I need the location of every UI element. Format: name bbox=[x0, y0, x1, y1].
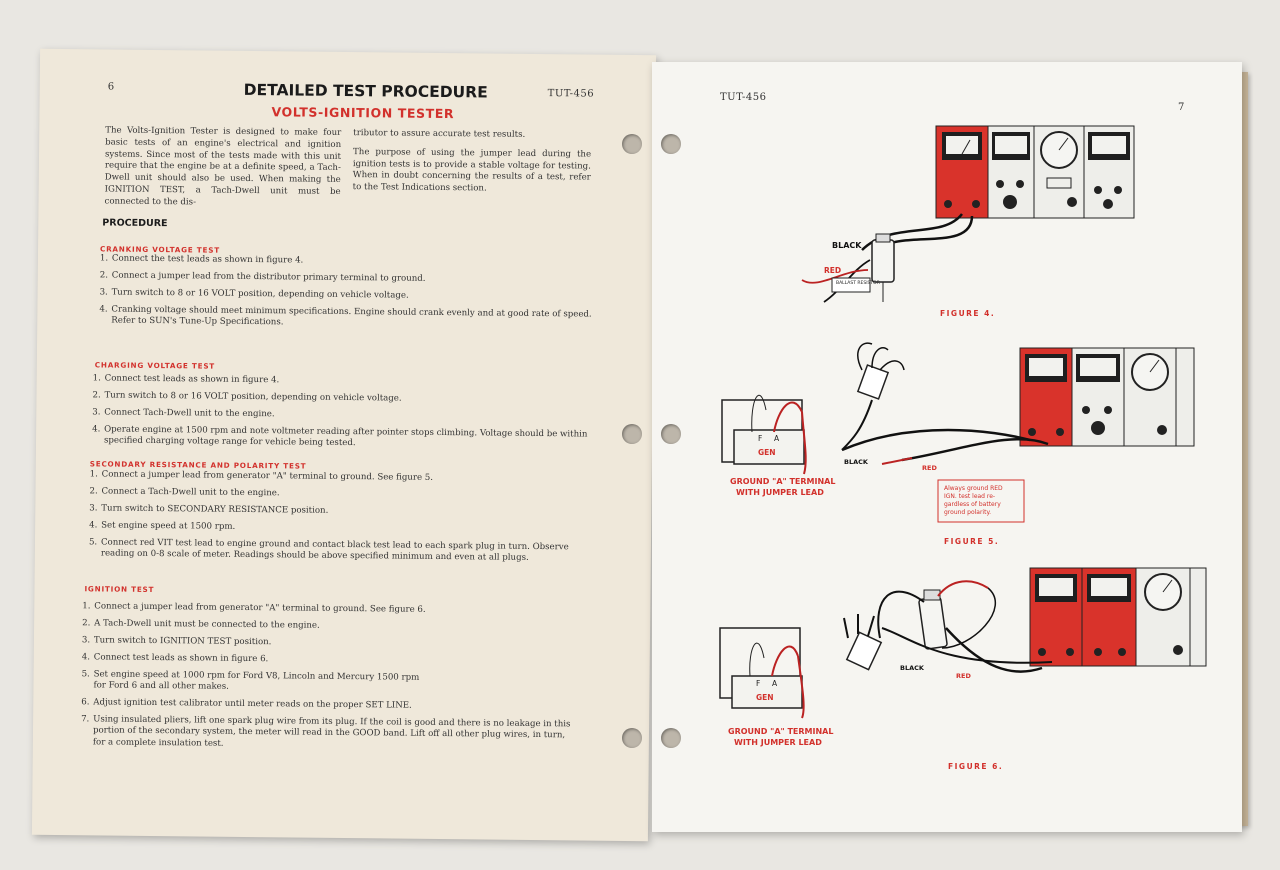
step-text: Connect Tach-Dwell unit to the engine. bbox=[104, 407, 275, 420]
figure-5-label: FIGURE 5. bbox=[944, 537, 1000, 546]
step-number: 7. bbox=[81, 714, 90, 725]
step-item bbox=[82, 601, 578, 617]
step-text: Set engine speed at 1500 rpm. bbox=[101, 520, 236, 532]
step-item bbox=[89, 503, 583, 519]
step-number: 4. bbox=[89, 520, 98, 531]
binder-hole bbox=[622, 728, 642, 748]
doc-ref-right: TUT-456 bbox=[720, 92, 767, 103]
f-terminal-label: F bbox=[758, 434, 763, 443]
procedure-heading: PROCEDURE bbox=[102, 217, 168, 230]
step-number: 2. bbox=[89, 486, 98, 497]
step-number: 5. bbox=[88, 537, 98, 548]
step-item bbox=[90, 469, 584, 485]
step-number: 5. bbox=[81, 669, 90, 680]
ignition-coil bbox=[919, 590, 948, 649]
step-text: Turn switch to IGNITION TEST position. bbox=[93, 635, 272, 648]
generator bbox=[720, 628, 804, 718]
black-test-lead bbox=[842, 400, 872, 450]
ballast-resistor-label: BALLAST RESISTOR bbox=[836, 281, 880, 286]
step-text: Connect the test leads as shown in figure 4. bbox=[111, 253, 304, 266]
step-item bbox=[89, 520, 583, 536]
section-heading-cranking: CRANKING VOLTAGE TEST bbox=[99, 244, 220, 255]
step-text: Connect a jumper lead from generator "A" terminal to ground. See figure 5. bbox=[101, 469, 434, 483]
step-item bbox=[100, 287, 600, 303]
second-test-lead bbox=[882, 216, 972, 246]
figure-5-diagram bbox=[712, 340, 1202, 530]
black-test-lead bbox=[878, 592, 924, 638]
gen-label: GEN bbox=[756, 693, 774, 702]
figure-4-diagram bbox=[772, 120, 1152, 320]
intro-column-1: The Volts-Ignition Tester is designed to make four basic tests of an engine's electrical and ignition systems. Since most of the tests made with this unit require that the engine be at a definite speed, a Tach-Dwell unit should also be used. When making the IGNITION TEST, a Tach-Dwell unit must be connected to the dis- bbox=[104, 125, 342, 208]
binder-hole bbox=[661, 728, 681, 748]
step-text: Connect red VIT test lead to engine ground and contact black test lead to each spark plug in turn. Observe reading on 0-8 scale of meter. Readings should be above specified minimum and even at all plugs. bbox=[100, 537, 569, 564]
step-item bbox=[92, 390, 592, 406]
step-number: 2. bbox=[82, 618, 91, 629]
page-number-left: 6 bbox=[107, 81, 115, 93]
binder-hole bbox=[661, 424, 681, 444]
red-test-lead bbox=[882, 458, 912, 464]
intro-paragraph-1: tributor to assure accurate test results. bbox=[353, 128, 526, 140]
ground-caption-line: WITH JUMPER LEAD bbox=[734, 738, 822, 747]
step-text: Turn switch to 8 or 16 VOLT position, depending on vehicle voltage. bbox=[111, 287, 409, 301]
red-lead-label: RED bbox=[824, 266, 842, 275]
tester-console bbox=[936, 126, 1134, 218]
step-item bbox=[82, 618, 578, 634]
tester-console bbox=[1030, 568, 1206, 666]
step-item bbox=[89, 486, 583, 502]
ignition-steps bbox=[81, 601, 579, 759]
step-number: 1. bbox=[99, 253, 109, 264]
step-item bbox=[81, 697, 577, 713]
step-item bbox=[82, 635, 578, 651]
a-terminal-label: A bbox=[772, 679, 778, 688]
page-title: DETAILED TEST PROCEDURE bbox=[243, 80, 488, 102]
step-item bbox=[93, 373, 593, 389]
step-item bbox=[100, 270, 600, 286]
figure-6-label: FIGURE 6. bbox=[948, 762, 1004, 771]
section-heading-ignition: IGNITION TEST bbox=[84, 584, 155, 595]
step-text: Connect test leads as shown in figure 4. bbox=[104, 373, 280, 386]
coil-wire bbox=[942, 588, 995, 648]
step-text: Connect a Tach-Dwell unit to the engine. bbox=[101, 486, 280, 499]
page-number-right: 7 bbox=[1178, 102, 1185, 113]
binder-hole bbox=[622, 424, 642, 444]
step-number: 6. bbox=[81, 697, 90, 708]
tester-lead bbox=[946, 628, 1042, 672]
binder-hole bbox=[622, 134, 642, 154]
figure-6-ground-caption bbox=[728, 726, 833, 748]
section-heading-charging: CHARGING VOLTAGE TEST bbox=[94, 360, 216, 371]
step-text: Set engine speed at 1000 rpm for Ford V8, Lincoln and Mercury 1500 rpm for Ford 6 and all other makes. bbox=[93, 669, 420, 693]
gen-label: GEN bbox=[758, 448, 776, 457]
ground-caption-line: GROUND "A" TERMINAL bbox=[728, 727, 834, 736]
cranking-steps bbox=[99, 253, 600, 337]
step-item bbox=[89, 537, 583, 565]
doc-ref-left: TUT-456 bbox=[547, 88, 595, 100]
f-terminal-label: F bbox=[756, 679, 761, 688]
step-text: Connect a jumper lead from generator "A" terminal to ground. See figure 6. bbox=[94, 601, 426, 615]
step-text: Connect test leads as shown in figure 6. bbox=[93, 652, 269, 665]
page-subtitle: VOLTS-IGNITION TESTER bbox=[271, 104, 455, 122]
figure-4-label: FIGURE 4. bbox=[940, 309, 996, 318]
section-heading-secondary: SECONDARY RESISTANCE AND POLARITY TEST bbox=[89, 459, 307, 471]
intro-paragraph-2: The purpose of using the jumper lead during the ignition tests is to provide a stable voltage for testing. When in doubt concerning the results of a test, refer to the Test Indications section. bbox=[352, 146, 592, 194]
right-page bbox=[652, 62, 1242, 832]
distributor bbox=[858, 343, 904, 399]
step-number: 3. bbox=[81, 635, 91, 646]
a-terminal-label: A bbox=[774, 434, 780, 443]
binder-hole bbox=[661, 134, 681, 154]
step-number: 1. bbox=[89, 469, 98, 480]
ignition-coil bbox=[872, 234, 894, 302]
step-number: 3. bbox=[92, 407, 101, 418]
step-text: Connect a jumper lead from the distributor primary terminal to ground. bbox=[111, 270, 426, 284]
left-page bbox=[32, 49, 656, 841]
step-item bbox=[92, 407, 592, 423]
step-text: Turn switch to 8 or 16 VOLT position, depending on vehicle voltage. bbox=[104, 390, 402, 404]
step-number: 4. bbox=[92, 424, 101, 435]
tester-lead bbox=[882, 628, 1052, 663]
red-test-lead bbox=[938, 581, 988, 596]
black-lead-label: BLACK bbox=[900, 664, 924, 672]
generator bbox=[722, 395, 806, 474]
black-lead-label: BLACK bbox=[832, 241, 862, 250]
step-number: 1. bbox=[92, 373, 101, 384]
step-number: 2. bbox=[99, 270, 109, 281]
step-number: 2. bbox=[92, 390, 101, 401]
red-lead-label: RED bbox=[922, 464, 937, 472]
step-item bbox=[82, 652, 578, 668]
step-item bbox=[92, 424, 592, 452]
step-text: Cranking voltage should meet minimum specifications. Engine should crank evenly and at good rate of speed. Refer to SUN's Tune-Up Specifications. bbox=[111, 304, 592, 328]
black-lead-label: BLACK bbox=[844, 458, 868, 466]
step-item bbox=[81, 669, 577, 697]
note-line: IGN. test lead re- bbox=[944, 493, 996, 500]
step-number: 4. bbox=[99, 304, 108, 315]
charging-steps bbox=[92, 373, 593, 457]
step-number: 1. bbox=[82, 601, 91, 612]
note-line: gardless of battery bbox=[944, 501, 1001, 508]
tester-console bbox=[1020, 348, 1194, 446]
step-number: 4. bbox=[81, 652, 91, 663]
step-text: A Tach-Dwell unit must be connected to the engine. bbox=[94, 618, 320, 631]
note-line: Always ground RED bbox=[944, 485, 1003, 492]
polarity-note bbox=[938, 480, 1024, 522]
step-item bbox=[81, 714, 577, 753]
step-number: 3. bbox=[89, 503, 98, 514]
step-text: Adjust ignition test calibrator until meter reads on the proper SET LINE. bbox=[93, 697, 412, 711]
secondary-steps bbox=[89, 469, 584, 570]
distributor bbox=[844, 614, 881, 670]
step-text: Using insulated pliers, lift one spark plug wire from its plug. If the coil is good and there is no leakage in this portion of the secondary system, the meter will read in the GOOD band. Lift off all other plug wires, in turn, for a complete insulation test. bbox=[92, 714, 571, 749]
step-item bbox=[99, 304, 599, 332]
step-item bbox=[100, 253, 600, 269]
step-text: Operate engine at 1500 rpm and note voltmeter reading after pointer stops climbing. Voltage should be within specified charging voltage range for vehicle being tested. bbox=[103, 424, 588, 449]
step-text: Turn switch to SECONDARY RESISTANCE position. bbox=[101, 503, 329, 516]
ground-caption-line-2: WITH JUMPER LEAD bbox=[736, 488, 824, 497]
red-lead-label: RED bbox=[956, 672, 971, 680]
note-line: ground polarity. bbox=[944, 509, 992, 516]
step-number: 3. bbox=[99, 287, 108, 298]
intro-column-2 bbox=[353, 128, 592, 196]
ground-caption-line-1: GROUND "A" TERMINAL bbox=[730, 477, 836, 486]
